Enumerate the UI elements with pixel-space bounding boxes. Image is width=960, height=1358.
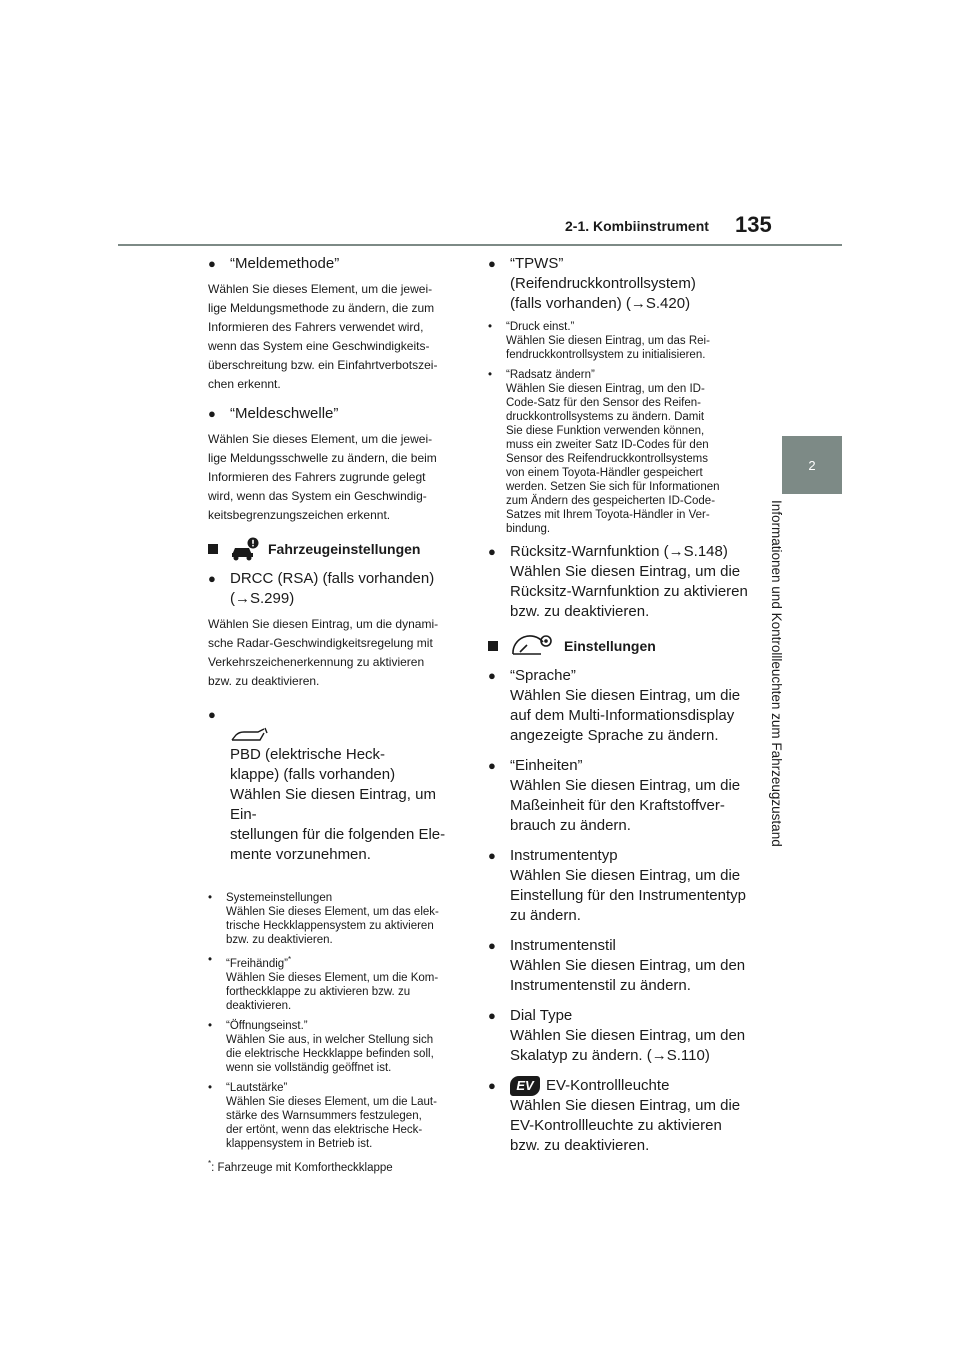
list-item xyxy=(208,705,463,885)
header-divider xyxy=(118,244,842,246)
sub-item: • “Druck einst.” Wählen Sie diesen Eintrag, um das Rei- fendruckkontrollsystem zu initialisieren. xyxy=(488,321,710,361)
list-item: ● Instrumententyp Wählen Sie diesen Eintrag, um die Einstellung für den Instrumententyp zu ändern. xyxy=(488,847,746,924)
ev-icon: EV xyxy=(510,1076,540,1096)
bullet-icon: ● xyxy=(488,848,496,863)
section-title-text: Einstellungen xyxy=(564,638,656,654)
section-title-text: Fahrzeugeinstellungen xyxy=(268,541,421,557)
item-title-rest: klappe) (falls vorhanden) Wählen Sie diesen Eintrag, um Ein- stellungen für die folgenden Ele- mente vorzunehmen. xyxy=(230,766,446,863)
bullet-icon: ● xyxy=(208,406,216,421)
chapter-label xyxy=(756,500,816,860)
bullet-icon: ● xyxy=(488,1008,496,1023)
list-item: ● Dial Type Wählen Sie diesen Eintrag, um den Skalatyp zu ändern. (→S.110) xyxy=(488,1007,746,1064)
item-title: “Meldemethode” xyxy=(230,255,340,272)
footnote-mark: * xyxy=(288,955,292,964)
bullet-icon: ● xyxy=(488,668,496,683)
bullet-icon: ● xyxy=(488,544,496,559)
item-body: Wählen Sie diesen Eintrag, um die dynami- sche Radar-Geschwindigkeitsregelung mit Verkehrszeichenerkennung zu aktivieren bzw. zu deaktivieren. xyxy=(208,617,439,688)
gauge-settings-icon xyxy=(510,634,556,658)
vehicle-settings-icon xyxy=(230,537,260,561)
bullet-icon: ● xyxy=(208,256,216,271)
list-item xyxy=(208,569,463,609)
sub-item: • “Freihändig”* Wählen Sie dieses Element, um die Kom- fortheckklappe zu aktivieren bzw. zu deaktivieren. xyxy=(208,954,439,1012)
tailgate-icon xyxy=(230,727,270,743)
sub-item: • “Lautstärke” Wählen Sie dieses Element, um die Laut- stärke des Warnsummers festzulegen, der ertönt, wenn das elektrische Heck- klappensystem in Betrieb ist. xyxy=(208,1081,437,1150)
item-body: Wählen Sie dieses Element, um die jewei- lige Meldungsschwelle zu ändern, die beim Informieren des Fahrers zugrunde gelegt wird, wenn das System ein Geschwindig- keitsbegrenzungszeichen erkennt. xyxy=(208,432,437,522)
item-title: “Meldeschwelle” xyxy=(230,405,339,422)
list-item xyxy=(208,404,463,424)
section-title: 2-1. Kombiinstrument xyxy=(565,218,709,234)
bullet-icon: ● xyxy=(488,758,496,773)
sub-item: • Systemeinstellungen Wählen Sie dieses Element, um das elek- trische Heckklappensystem zu aktivieren bzw. zu deaktivieren. xyxy=(208,892,439,946)
item-title: DRCC (RSA) (falls vorhanden) (→S.299) xyxy=(230,570,435,607)
bullet-icon: ● xyxy=(208,571,216,586)
list-item: ● “Einheiten” Wählen Sie diesen Eintrag, um die Maßeinheit für den Kraftstoffver- brauch zu ändern. xyxy=(488,757,741,834)
bullet-icon: ● xyxy=(208,707,216,722)
list-item: ● Instrumentenstil Wählen Sie diesen Eintrag, um den Instrumentenstil zu ändern. xyxy=(488,937,746,994)
list-item xyxy=(208,254,463,274)
item-body: Wählen Sie dieses Element, um die jewei- lige Meldungsmethode zu ändern, die zum Informieren des Fahrers verwendet wird, wenn das System eine Geschwindigkeits- überschreitung bzw. ein Einfahrtverbotszei- chen erkennt. xyxy=(208,282,438,391)
square-marker xyxy=(208,544,218,554)
item-title: “TPWS” (Reifendruckkontrollsystem) (falls vorhanden) (→S.420) xyxy=(510,255,696,312)
sub-item: • “Radsatz ändern” Wählen Sie diesen Eintrag, um den ID- Code-Satz für den Sensor des Reifen- druckkontrollsystems zu ändern. Damit Sie diese Funktion verwenden können, muss ein zweiter Satz ID-Codes für den Sensor des Reifendruckkontrollsystems von einem Toyota-Händler gespeichert werden. Setzen Sie sich für Informationen zum Ändern des gespeicherten ID-Code- Satzes mit Ihrem Toyota-Händler in Ver- bindung. xyxy=(488,369,720,535)
list-item xyxy=(488,1076,748,1156)
bullet-icon: ● xyxy=(488,938,496,953)
list-item: ● “Sprache” Wählen Sie diesen Eintrag, um die auf dem Multi-Informationsdisplay angezeigte Sprache zu ändern. xyxy=(488,667,741,744)
chapter-tab: 2 xyxy=(782,436,842,494)
section-heading xyxy=(488,634,748,658)
chapter-label-text: Informationen und Kontrollleuchten zum Fahrzeugzustand xyxy=(769,500,784,847)
item-title: PBD (elektrische Heck- xyxy=(230,746,386,763)
section-heading xyxy=(208,537,463,561)
list-item: ● Rücksitz-Warnfunktion (→S.148) Wählen Sie diesen Eintrag, um die Rücksitz-Warnfunktion zu aktivieren bzw. zu deaktivieren. xyxy=(488,543,748,620)
bullet-icon: ● xyxy=(488,1078,496,1093)
right-column xyxy=(488,252,748,1156)
sub-item: • “Öffnungseinst.” Wählen Sie aus, in welcher Stellung sich die elektrische Heckklappe befinden soll, wenn sie vollständig geöffnet ist. xyxy=(208,1019,434,1074)
left-column xyxy=(208,252,463,1175)
page-number: 135 xyxy=(735,212,772,237)
item-body: Wählen Sie diesen Eintrag, um die EV-Kontrollleuchte zu aktivieren bzw. zu deaktivieren. xyxy=(510,1097,741,1155)
item-title: EV-Kontrollleuchte xyxy=(546,1077,670,1094)
square-marker xyxy=(488,641,498,651)
bullet-icon: ● xyxy=(488,256,496,271)
footnote: *: Fahrzeuge mit Komfortheckklappe xyxy=(208,1158,393,1174)
list-item xyxy=(488,254,748,314)
